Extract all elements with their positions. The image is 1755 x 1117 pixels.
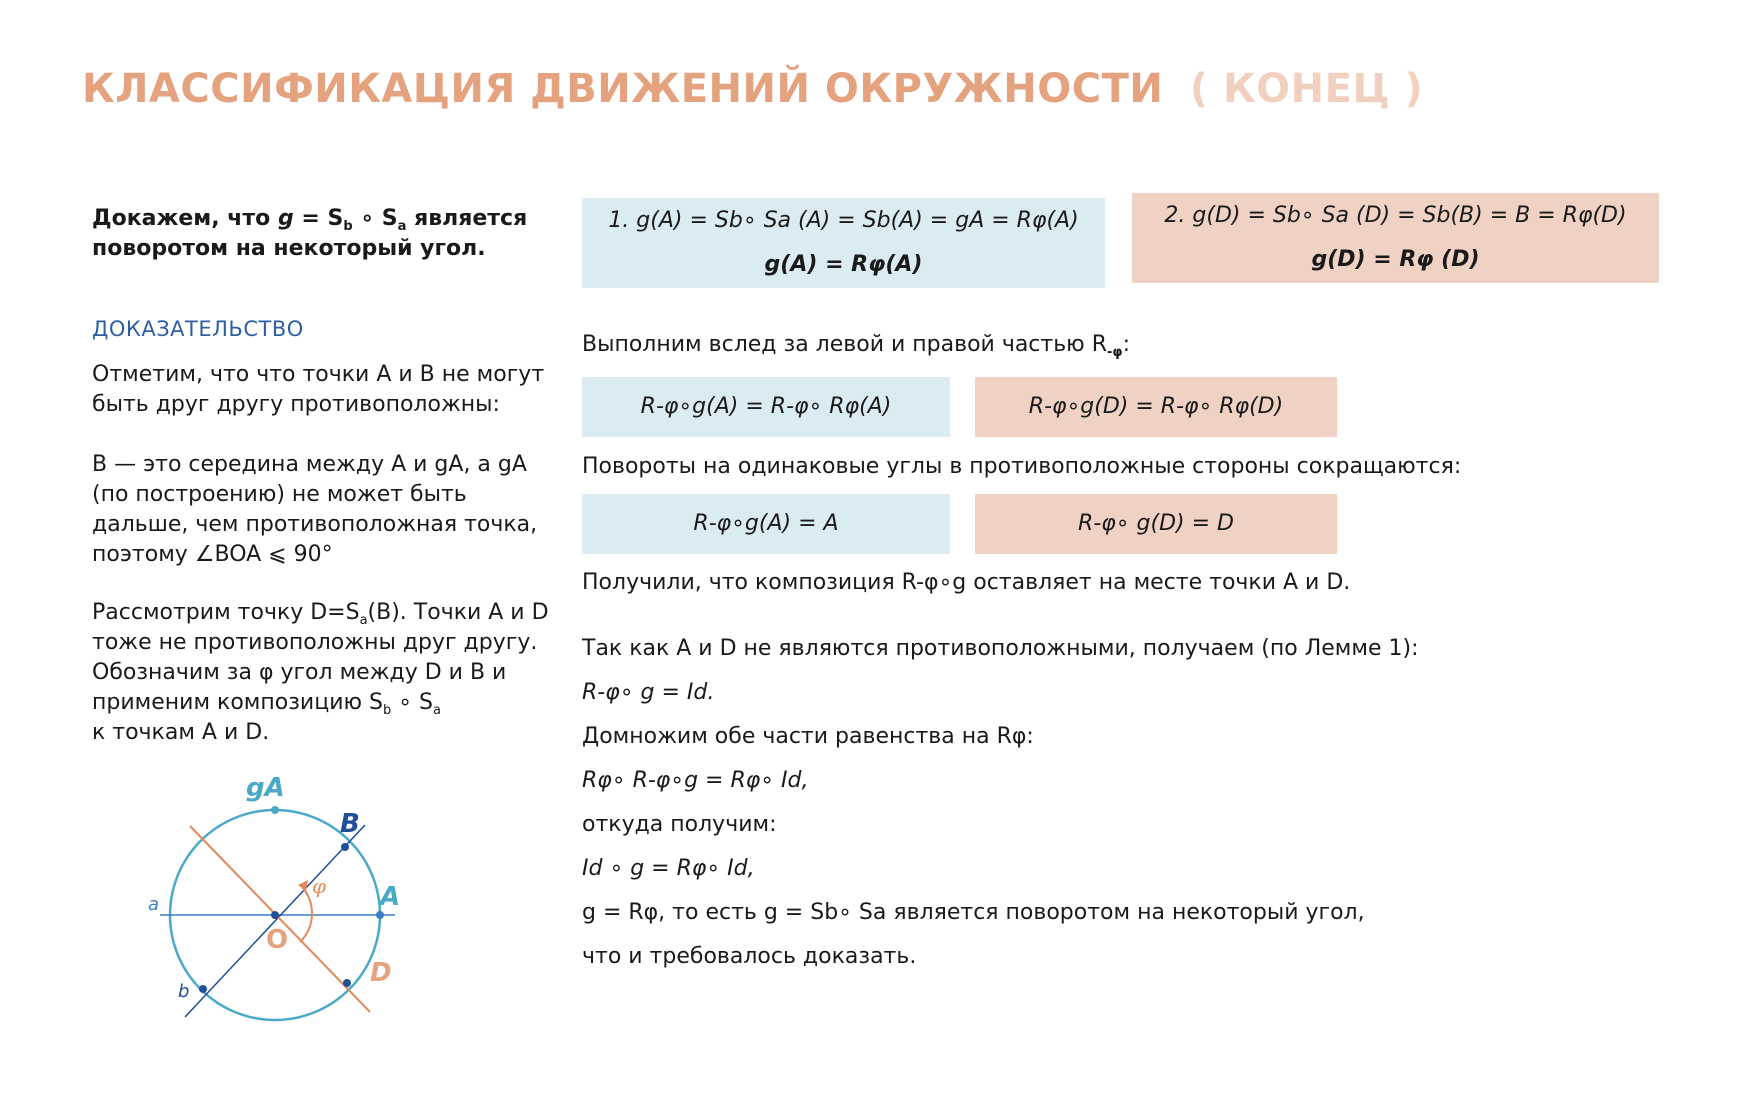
title-main: КЛАССИФИКАЦИЯ ДВИЖЕНИЙ ОКРУЖНОСТИ [82, 66, 1164, 112]
text-r5: R-φ∘ g = Id. [582, 680, 715, 705]
point-O [271, 911, 279, 919]
box1-line2: g(A) = Rφ(A) [764, 252, 923, 277]
text-r11: что и требовалось доказать. [582, 944, 917, 969]
label-A: A [380, 882, 401, 912]
text-r9: Id ∘ g = Rφ∘ Id, [582, 856, 755, 881]
label-D: D [370, 958, 392, 988]
proof-heading: ДОКАЗАТЕЛЬСТВО [92, 317, 304, 341]
formula-box-2 [1132, 193, 1659, 283]
box2-line2: g(D) = Rφ (D) [1311, 247, 1480, 272]
text-r4: Так как A и D не являются противоположными, получаем (по Лемме 1): [582, 636, 1419, 661]
title-sub: ( КОНЕЦ ) [1189, 66, 1424, 112]
point-gA [271, 806, 279, 814]
formula-box-1 [582, 198, 1105, 288]
label-b: b [178, 981, 190, 1002]
point-D [343, 979, 351, 987]
text-r7: Rφ∘ R-φ∘g = Rφ∘ Id, [582, 768, 809, 793]
text-r2: Повороты на одинаковые углы в противоположные стороны сокращаются: [582, 454, 1462, 479]
text-r6: Домножим обе части равенства на Rφ: [582, 724, 1034, 749]
formula-box-3: R-φ∘g(A) = R-φ∘ Rφ(A) [582, 377, 950, 437]
formula-box-6: R-φ∘ g(D) = D [975, 494, 1337, 554]
paragraph-2: B — это середина между A и gA, а gA (по построению) не может быть дальше, чем противоположная точка, поэтому ∠BOA ⩽ 90° [92, 452, 538, 567]
formula-box-4: R-φ∘g(D) = R-φ∘ Rφ(D) [975, 377, 1337, 437]
text-r10: g = Rφ, то есть g = Sb∘ Sa является поворотом на некоторый угол, [582, 900, 1365, 925]
label-B: B [340, 809, 360, 839]
statement-line1: Докажем, что $g = S_b$ ∘ $S_a$ является [92, 206, 528, 234]
label-O: O [266, 925, 289, 955]
point-B [341, 843, 349, 851]
paragraph-3: Рассмотрим точку $D=S_a(B)$. Точки A и D тоже не противоположны друг другу. Обозначим за φ угол между D и B и применим композицию $S_b$ ∘ $S_a$ к точкам A и D. [92, 600, 549, 745]
paragraph-1: Отметим, что что точки A и B не могут быть друг другу противоположны: [92, 362, 545, 417]
point-b [199, 985, 207, 993]
box2-line1: 2. g(D) = Sb∘ Sa (D) = Sb(B) = B = Rφ(D) [1164, 203, 1627, 228]
box1-line1: 1. g(A) = Sb∘ Sa (A) = Sb(A) = gA = Rφ(A) [608, 208, 1079, 233]
text-r3: Получили, что композиция R-φ∘g оставляет на месте точки A и D. [582, 570, 1351, 595]
label-gA: gA [246, 773, 285, 803]
formula-box-5: R-φ∘g(A) = A [582, 494, 950, 554]
circle-diagram [140, 770, 420, 1040]
label-a: a [148, 894, 160, 915]
page-title [82, 66, 1423, 112]
line-b [185, 825, 365, 1017]
text-r8: откуда получим: [582, 812, 777, 837]
point-A [376, 911, 384, 919]
label-phi: φ [312, 874, 327, 898]
statement-line2: поворотом на некоторый угол. [92, 236, 486, 261]
line-d [190, 826, 370, 1012]
text-r1: Выполним вслед за левой и правой частью $R_{-\varphi}$: [582, 332, 1130, 360]
statement [92, 204, 562, 264]
